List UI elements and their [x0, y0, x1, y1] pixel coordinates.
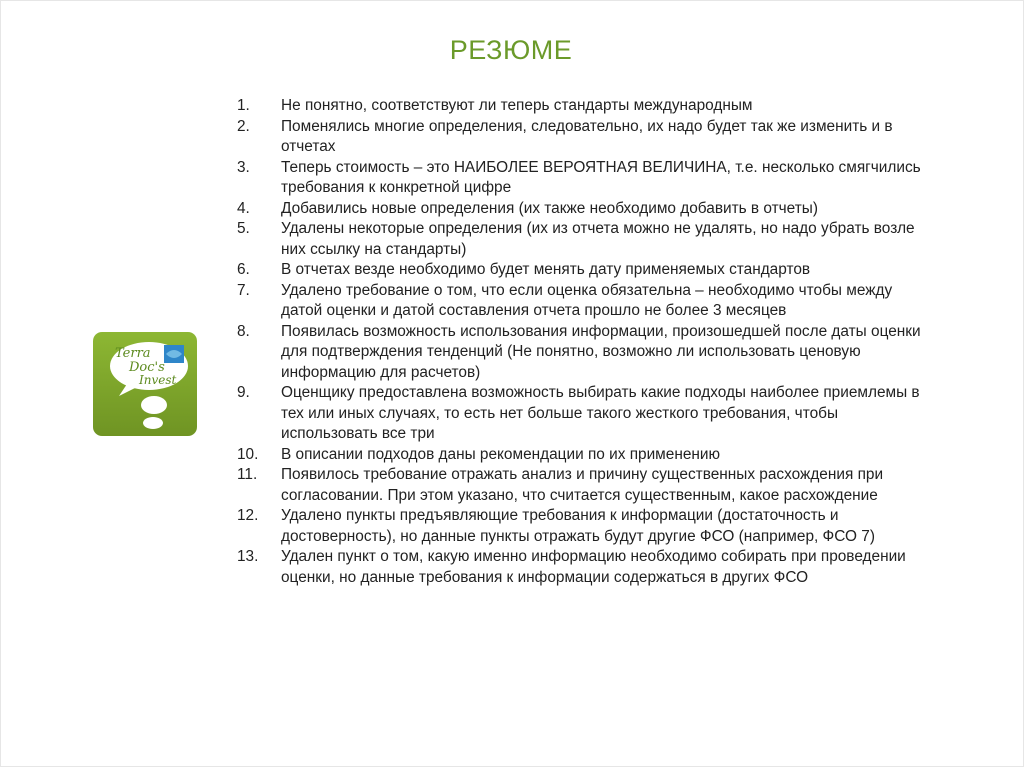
- list-item-text: Удален пункт о том, какую именно информацию необходимо собирать при проведении оценки, но данные требования к информации содержаться в других ФСО: [281, 548, 906, 586]
- list-item: [237, 547, 937, 588]
- list-item: [237, 506, 937, 547]
- list-item: [237, 322, 937, 384]
- list-item: [237, 383, 937, 445]
- list-item: [237, 199, 937, 220]
- list-item-text: В отчетах везде необходимо будет менять дату применяемых стандартов: [281, 261, 811, 278]
- list-item: [237, 117, 937, 158]
- list-item: [237, 219, 937, 260]
- list-item-text: Удалено требование о том, что если оценка обязательна – необходимо чтобы между датой оценки и датой составления отчета прошло не более 3 месяцев: [281, 281, 893, 319]
- list-item: [237, 281, 937, 322]
- svg-text:Doc's: Doc's: [129, 360, 165, 375]
- list-item-number: 1.: [237, 97, 250, 114]
- list-item-number: 13.: [237, 548, 259, 565]
- list-item: [237, 96, 937, 117]
- list-item-text: Появилась возможность использования информации, произошедшей после даты оценки для подтверждения тенденций (Не понятно, возможно ли использовать ценовую информацию для расчетов): [281, 322, 921, 381]
- list-item-number: 5.: [237, 220, 250, 237]
- list-item-number: 2.: [237, 117, 250, 135]
- list-item-number: 3.: [237, 158, 250, 176]
- svg-text:Terra: Terra: [115, 346, 151, 361]
- terra-docs-invest-logo: [93, 332, 197, 436]
- list-item-number: 7.: [237, 281, 250, 299]
- list-item-number: 4.: [237, 199, 250, 217]
- slide-title: РЕЗЮМЕ: [449, 35, 573, 65]
- list-item-number: 9.: [237, 384, 250, 401]
- list-item: [237, 158, 937, 199]
- list-item-text: Появилось требование отражать анализ и причину существенных расхождения при согласовании. При этом указано, что считается существенным, какое расхождение: [281, 466, 884, 504]
- svg-text:Invest: Invest: [139, 373, 177, 387]
- list-item: [237, 465, 937, 506]
- list-item: [237, 260, 937, 281]
- list-item-text: Добавились новые определения (их также необходимо добавить в отчеты): [281, 199, 818, 217]
- list-item-number: 10.: [237, 445, 259, 463]
- list-item-number: 12.: [237, 507, 259, 524]
- list-item-text: Не понятно, соответствуют ли теперь стандарты международным: [281, 97, 753, 114]
- list-item-text: Удалено пункты предъявляющие требования к информации (достаточность и достоверность), но данные пункты отражать будут другие ФСО (например, ФСО 7): [281, 507, 875, 545]
- list-item-text: Удалены некоторые определения (их из отчета можно не удалять, но надо убрать возле них ссылку на стандарты): [281, 220, 915, 258]
- list-item: [237, 445, 937, 466]
- summary-list: [237, 96, 937, 588]
- list-item-text: Поменялись многие определения, следовательно, их надо будет так же изменить и в отчетах: [281, 117, 893, 155]
- list-item-number: 8.: [237, 322, 250, 340]
- list-item-number: 11.: [237, 466, 258, 483]
- list-item-number: 6.: [237, 261, 250, 278]
- list-item-text: В описании подходов даны рекомендации по их применению: [281, 445, 721, 463]
- list-item-text: Теперь стоимость – это НАИБОЛЕЕ ВЕРОЯТНАЯ ВЕЛИЧИНА, т.е. несколько смягчились требования к конкретной цифре: [281, 158, 921, 196]
- list-item-text: Оценщику предоставлена возможность выбирать какие подходы наиболее приемлемы в тех или иных случаях, то есть нет больше такого жесткого требования, чтобы использовать все три: [281, 384, 920, 442]
